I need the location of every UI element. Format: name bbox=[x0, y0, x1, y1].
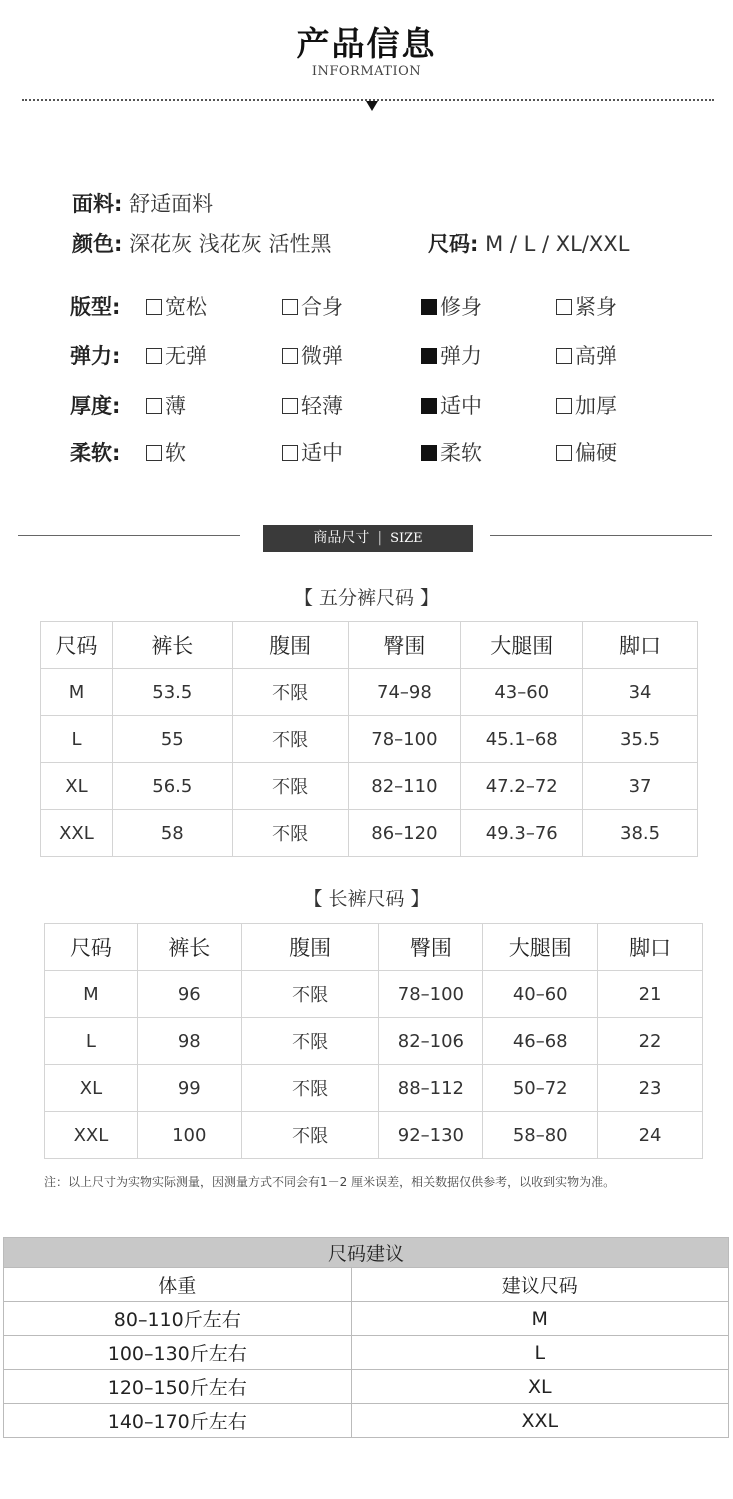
table-cell: 55 bbox=[112, 716, 232, 763]
table-cell: M bbox=[45, 971, 138, 1018]
unchecked-box-icon bbox=[146, 348, 162, 364]
attribute-label: 厚度: bbox=[70, 394, 121, 418]
table-row bbox=[41, 716, 698, 763]
table-cell: XXL bbox=[45, 1112, 138, 1159]
table-cell: 80–110斤左右 bbox=[4, 1302, 352, 1336]
unchecked-box-icon bbox=[282, 445, 298, 461]
table-cell: XL bbox=[351, 1370, 728, 1404]
unchecked-box-icon bbox=[146, 398, 162, 414]
unchecked-box-icon bbox=[556, 348, 572, 364]
table-row bbox=[45, 1112, 703, 1159]
table-row bbox=[4, 1302, 729, 1336]
unchecked-box-icon bbox=[146, 445, 162, 461]
attribute-option bbox=[146, 390, 186, 420]
table-cell: L bbox=[351, 1336, 728, 1370]
table-cell: XXL bbox=[41, 810, 113, 857]
table-cell: 100–130斤左右 bbox=[4, 1336, 352, 1370]
table-cell: 56.5 bbox=[112, 763, 232, 810]
attribute-option-label: 加厚 bbox=[575, 394, 617, 418]
attribute-option-label: 宽松 bbox=[165, 295, 207, 319]
unchecked-box-icon bbox=[282, 348, 298, 364]
attribute-option bbox=[556, 291, 617, 321]
table-header-cell: 臀围 bbox=[379, 924, 483, 971]
attribute-option bbox=[556, 437, 617, 467]
color-label: 颜色: bbox=[72, 232, 123, 256]
table-cell: 86–120 bbox=[348, 810, 461, 857]
table-row bbox=[45, 1018, 703, 1065]
table-header-cell: 大腿围 bbox=[461, 622, 583, 669]
color-info bbox=[72, 228, 331, 258]
table-cell: 92–130 bbox=[379, 1112, 483, 1159]
table-cell: 不限 bbox=[241, 1065, 379, 1112]
attribute-option bbox=[282, 340, 343, 370]
table-cell: 21 bbox=[598, 971, 703, 1018]
table-cell: 不限 bbox=[232, 669, 348, 716]
attribute-option bbox=[556, 390, 617, 420]
shorts-table-title: 【 五分裤尺码 】 bbox=[293, 587, 440, 609]
table-cell: 不限 bbox=[241, 1018, 379, 1065]
table-cell: 99 bbox=[137, 1065, 241, 1112]
attribute-option-label: 软 bbox=[165, 441, 186, 465]
checked-box-icon bbox=[421, 299, 437, 315]
table-cell: 74–98 bbox=[348, 669, 461, 716]
recommendation-title-row bbox=[4, 1238, 729, 1268]
table-cell: 不限 bbox=[241, 1112, 379, 1159]
table-cell: 46–68 bbox=[483, 1018, 598, 1065]
table-cell: 23 bbox=[598, 1065, 703, 1112]
table-cell: 50–72 bbox=[483, 1065, 598, 1112]
checked-box-icon bbox=[421, 445, 437, 461]
size-recommendation-table bbox=[3, 1237, 729, 1438]
attribute-option bbox=[556, 340, 617, 370]
attribute-option-label: 合身 bbox=[301, 295, 343, 319]
table-cell: 78–100 bbox=[348, 716, 461, 763]
size-note: 注：以上尺寸为实物实际测量，因测量方式不同会有1－2 厘米误差，相关数据仅供参考，以收到实物为准。 bbox=[44, 1175, 616, 1189]
attribute-option-label: 高弹 bbox=[575, 344, 617, 368]
attribute-label: 版型: bbox=[70, 295, 121, 319]
attribute-option bbox=[282, 390, 343, 420]
table-row bbox=[45, 971, 703, 1018]
table-cell: 96 bbox=[137, 971, 241, 1018]
table-cell: 43–60 bbox=[461, 669, 583, 716]
table-cell: 120–150斤左右 bbox=[4, 1370, 352, 1404]
table-cell: 不限 bbox=[241, 971, 379, 1018]
pants-table-title: 【 长裤尺码 】 bbox=[303, 888, 430, 910]
arrow-down-icon bbox=[366, 101, 378, 111]
attribute-option bbox=[421, 291, 482, 321]
attribute-label: 弹力: bbox=[70, 344, 121, 368]
table-row bbox=[41, 669, 698, 716]
table-header-row bbox=[4, 1268, 729, 1302]
unchecked-box-icon bbox=[556, 445, 572, 461]
attribute-option bbox=[146, 340, 207, 370]
color-value: 深花灰 浅花灰 活性黑 bbox=[129, 232, 332, 256]
table-header-cell: 腹围 bbox=[241, 924, 379, 971]
attribute-option-label: 薄 bbox=[165, 394, 186, 418]
attribute-option-label: 修身 bbox=[440, 295, 482, 319]
table-header-cell: 裤长 bbox=[137, 924, 241, 971]
unchecked-box-icon bbox=[556, 299, 572, 315]
table-header-cell: 尺码 bbox=[41, 622, 113, 669]
table-row bbox=[4, 1336, 729, 1370]
attribute-option bbox=[146, 291, 207, 321]
table-cell: 38.5 bbox=[583, 810, 698, 857]
table-row bbox=[45, 1065, 703, 1112]
attribute-option-label: 适中 bbox=[440, 394, 482, 418]
attribute-option-label: 柔软 bbox=[440, 441, 482, 465]
attribute-label: 柔软: bbox=[70, 441, 121, 465]
table-cell: 不限 bbox=[232, 763, 348, 810]
table-header-cell: 体重 bbox=[4, 1268, 352, 1302]
attribute-option bbox=[421, 340, 482, 370]
section-divider-right bbox=[490, 535, 712, 536]
size-section-title-en: SIZE bbox=[390, 531, 423, 546]
attribute-option-label: 适中 bbox=[301, 441, 343, 465]
material-label: 面料: bbox=[72, 192, 123, 216]
table-cell: 不限 bbox=[232, 810, 348, 857]
table-cell: 45.1–68 bbox=[461, 716, 583, 763]
size-section-banner bbox=[263, 525, 473, 552]
table-cell: M bbox=[351, 1302, 728, 1336]
size-section-divider: | bbox=[377, 530, 383, 546]
page-subtitle: INFORMATION bbox=[311, 64, 422, 79]
recommendation-title: 尺码建议 bbox=[4, 1238, 729, 1268]
table-cell: M bbox=[41, 669, 113, 716]
table-cell: 40–60 bbox=[483, 971, 598, 1018]
section-divider-left bbox=[18, 535, 240, 536]
table-header-row bbox=[41, 622, 698, 669]
size-section-title-cn: 商品尺寸 bbox=[313, 530, 370, 546]
page-title: 产品信息 bbox=[296, 24, 437, 63]
size-info bbox=[428, 228, 629, 258]
material-info bbox=[72, 188, 213, 218]
table-cell: 98 bbox=[137, 1018, 241, 1065]
attribute-option bbox=[421, 390, 482, 420]
size-label: 尺码: bbox=[428, 232, 479, 256]
table-header-cell: 臀围 bbox=[348, 622, 461, 669]
size-value: M / L / XL/XXL bbox=[485, 232, 630, 256]
table-cell: 37 bbox=[583, 763, 698, 810]
table-cell: XL bbox=[45, 1065, 138, 1112]
table-cell: 78–100 bbox=[379, 971, 483, 1018]
table-header-cell: 脚口 bbox=[583, 622, 698, 669]
table-header-cell: 腹围 bbox=[232, 622, 348, 669]
attribute-option-label: 偏硬 bbox=[575, 441, 617, 465]
unchecked-box-icon bbox=[282, 299, 298, 315]
pants-size-table bbox=[44, 923, 703, 1159]
table-cell: XXL bbox=[351, 1404, 728, 1438]
table-row bbox=[41, 763, 698, 810]
attribute-option-label: 无弹 bbox=[165, 344, 207, 368]
table-cell: 58 bbox=[112, 810, 232, 857]
table-header-cell: 尺码 bbox=[45, 924, 138, 971]
table-cell: 58–80 bbox=[483, 1112, 598, 1159]
attribute-option bbox=[282, 291, 343, 321]
table-cell: 34 bbox=[583, 669, 698, 716]
attribute-option-label: 弹力 bbox=[440, 344, 482, 368]
table-cell: 不限 bbox=[232, 716, 348, 763]
attribute-option-label: 紧身 bbox=[575, 295, 617, 319]
table-cell: XL bbox=[41, 763, 113, 810]
attribute-option-label: 微弹 bbox=[301, 344, 343, 368]
table-cell: 140–170斤左右 bbox=[4, 1404, 352, 1438]
attribute-option bbox=[421, 437, 482, 467]
table-row bbox=[41, 810, 698, 857]
table-cell: 24 bbox=[598, 1112, 703, 1159]
table-cell: 82–110 bbox=[348, 763, 461, 810]
shorts-size-table bbox=[40, 621, 698, 857]
unchecked-box-icon bbox=[146, 299, 162, 315]
attribute-option bbox=[146, 437, 186, 467]
table-header-cell: 大腿围 bbox=[483, 924, 598, 971]
table-header-row bbox=[45, 924, 703, 971]
table-cell: 88–112 bbox=[379, 1065, 483, 1112]
table-cell: 22 bbox=[598, 1018, 703, 1065]
unchecked-box-icon bbox=[282, 398, 298, 414]
attribute-option bbox=[282, 437, 343, 467]
material-value: 舒适面料 bbox=[129, 192, 214, 216]
table-cell: 35.5 bbox=[583, 716, 698, 763]
table-cell: 49.3–76 bbox=[461, 810, 583, 857]
table-cell: 82–106 bbox=[379, 1018, 483, 1065]
table-header-cell: 脚口 bbox=[598, 924, 703, 971]
table-cell: 53.5 bbox=[112, 669, 232, 716]
table-header-cell: 建议尺码 bbox=[351, 1268, 728, 1302]
table-cell: L bbox=[41, 716, 113, 763]
checked-box-icon bbox=[421, 398, 437, 414]
checked-box-icon bbox=[421, 348, 437, 364]
unchecked-box-icon bbox=[556, 398, 572, 414]
table-row bbox=[4, 1370, 729, 1404]
table-header-cell: 裤长 bbox=[112, 622, 232, 669]
table-cell: 47.2–72 bbox=[461, 763, 583, 810]
table-row bbox=[4, 1404, 729, 1438]
table-cell: 100 bbox=[137, 1112, 241, 1159]
table-cell: L bbox=[45, 1018, 138, 1065]
attribute-option-label: 轻薄 bbox=[301, 394, 343, 418]
